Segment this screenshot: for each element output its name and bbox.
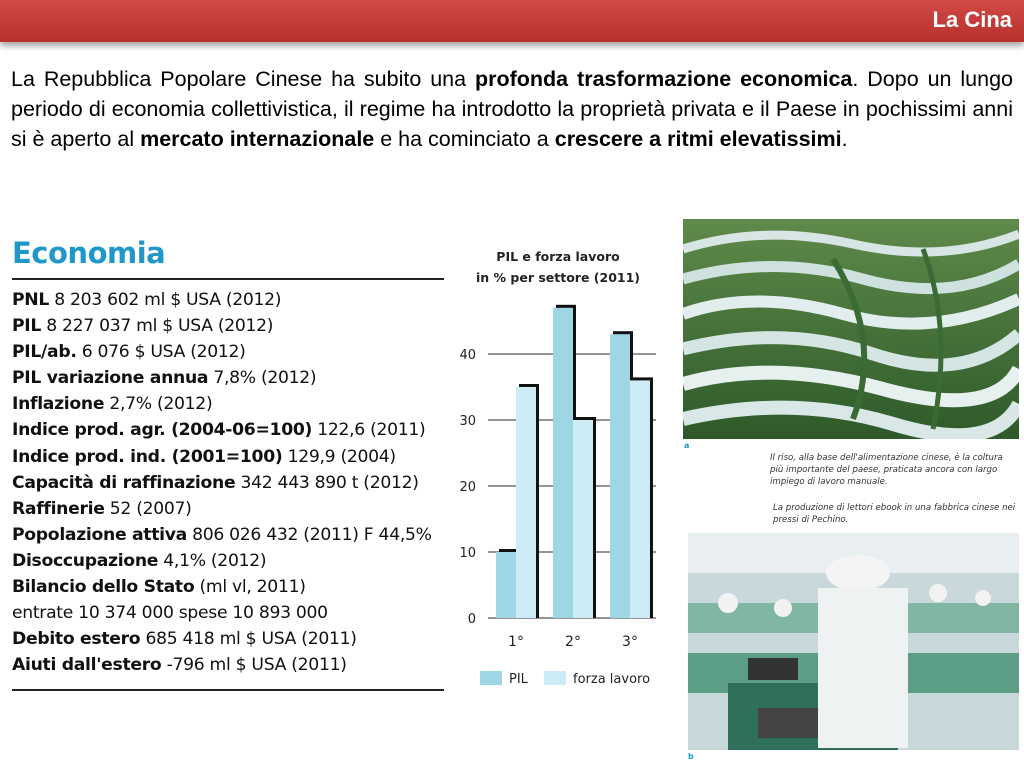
fact-key: PNL	[12, 290, 50, 310]
y-tick-label: 10	[459, 546, 476, 561]
fact-row	[12, 522, 452, 548]
fact-key: Disoccupazione	[12, 550, 159, 571]
photo-b-mark: b	[688, 752, 694, 761]
intro-bold-1: profonda trasformazione economica	[474, 67, 853, 91]
divider	[12, 689, 444, 691]
fact-key: PIL	[12, 316, 42, 337]
bar	[553, 308, 573, 618]
fact-row	[12, 417, 452, 443]
fact-key: PIL/ab.	[12, 342, 77, 363]
fact-row	[12, 496, 452, 522]
bar	[496, 552, 516, 618]
fact-key: Bilancio dello Stato	[12, 577, 195, 598]
photo-a-mark: a	[684, 441, 690, 450]
bar	[610, 334, 630, 618]
intro-bold-3: crescere a ritmi elevatissimi	[554, 127, 842, 151]
legend-label: forza lavoro	[573, 672, 651, 687]
fact-value: 122,6 (2011)	[312, 420, 426, 441]
photo-b-caption: La produzione di lettori ebook in una fabbrica cinese nei pressi di Pechino.	[773, 503, 1016, 525]
fact-row	[12, 444, 452, 470]
rice-terraces-photo	[683, 219, 1019, 439]
fact-row	[12, 548, 452, 574]
fact-value: 4,1% (2012)	[158, 550, 267, 571]
fact-value: 6 076 $ USA (2012)	[76, 342, 246, 363]
fact-value: (ml vl, 2011)	[194, 577, 306, 598]
header-bar	[0, 0, 1024, 42]
fact-key: Raffinerie	[12, 498, 105, 519]
chart-title-line: in % per settore (2011)	[475, 270, 641, 285]
fact-key: Indice prod. ind. (2001=100)	[12, 446, 283, 467]
fact-value: 129,9 (2004)	[282, 446, 396, 467]
fact-row	[12, 339, 452, 365]
intro-text-1: La Repubblica Popolare Cinese ha subito una	[11, 67, 475, 91]
fact-key: Capacità di raffinazione	[12, 472, 236, 493]
fact-key: Inflazione	[12, 394, 105, 415]
x-tick-label: 1°	[508, 634, 524, 650]
bar-chart	[440, 300, 670, 700]
fact-row	[12, 652, 452, 678]
fact-key: Popolazione attiva	[12, 524, 187, 545]
fact-value: 8 203 602 ml $ USA (2012)	[49, 290, 282, 310]
bar	[630, 380, 650, 618]
fact-key: PIL variazione annua	[12, 368, 209, 389]
economy-heading: Economia	[12, 236, 166, 270]
fact-value: 8 227 037 ml $ USA (2012)	[41, 316, 274, 337]
y-tick-label: 30	[459, 414, 476, 429]
legend-swatch	[480, 671, 502, 685]
fact-value: 2,7% (2012)	[104, 394, 213, 415]
fact-key: Debito estero	[12, 629, 141, 650]
fact-value: 7,8% (2012)	[208, 368, 317, 389]
intro-paragraph	[11, 64, 1013, 154]
fact-value: 806 026 432 (2011) F 44,5%	[186, 524, 432, 545]
intro-text-4: .	[841, 127, 848, 151]
fact-row	[12, 470, 452, 496]
chart-title-line: PIL e forza lavoro	[496, 249, 620, 264]
fact-value: entrate 10 374 000 spese 10 893 000	[12, 603, 328, 624]
fact-value: -796 ml $ USA (2011)	[161, 655, 347, 676]
economy-facts	[12, 287, 452, 678]
intro-text-3: e ha cominciato a	[374, 127, 555, 151]
fact-row	[12, 391, 452, 417]
bar	[516, 387, 536, 618]
factory-photo	[688, 533, 1019, 750]
divider	[12, 278, 444, 280]
legend-swatch	[544, 671, 566, 685]
fact-row	[12, 365, 452, 391]
fact-key: Indice prod. agr. (2004-06=100)	[12, 420, 313, 441]
intro-text-2: . Dopo un lungo periodo di economia collettivistica, il regime ha introdotto la proprietà privata e il Paese in pochissimi anni si è aperto al	[11, 67, 1013, 151]
fact-key: Aiuti dall'estero	[12, 655, 162, 676]
fact-row	[12, 574, 452, 600]
y-tick-label: 20	[459, 480, 476, 495]
x-tick-label: 2°	[565, 634, 581, 650]
fact-row	[12, 313, 452, 339]
slide-title: La Cina	[932, 7, 1012, 32]
bar	[573, 420, 593, 618]
intro-bold-2: mercato internazionale	[140, 127, 375, 151]
chart-title	[458, 246, 658, 288]
fact-value: 342 443 890 t (2012)	[235, 472, 419, 493]
fact-value: 52 (2007)	[104, 498, 192, 519]
fact-row	[12, 287, 452, 313]
y-tick-label: 0	[467, 612, 476, 627]
legend-label: PIL	[509, 672, 528, 687]
fact-value: 685 418 ml $ USA (2011)	[140, 629, 357, 650]
x-tick-label: 3°	[622, 634, 638, 650]
photo-a-caption: Il riso, alla base dell'alimentazione cinese, è la coltura più importante del paese, praticata ancora con largo impiego di lavoro manuale.	[770, 453, 1003, 487]
fact-row	[12, 600, 452, 626]
y-tick-label: 40	[459, 348, 476, 363]
fact-row	[12, 626, 452, 652]
